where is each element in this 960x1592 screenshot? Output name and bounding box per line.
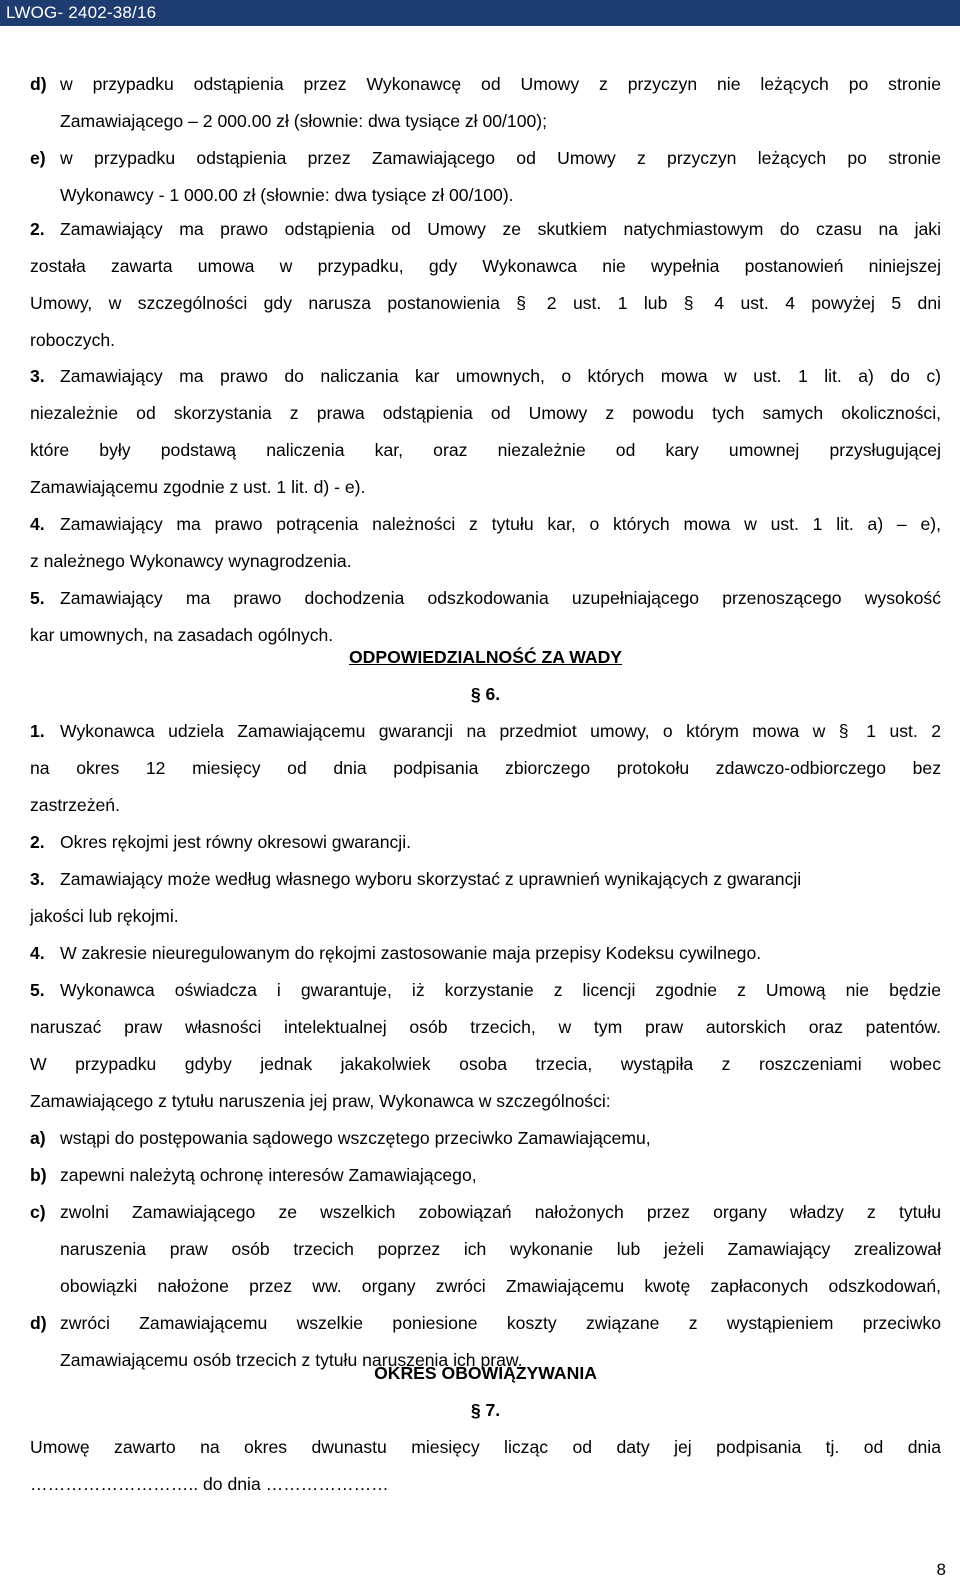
paragraph-number: 6. [485, 684, 501, 704]
text-line: w przypadku odstąpienia przez Zamawiającego od Umowy z przyczyn leżących po stronie [60, 148, 941, 168]
list-label: d) [30, 1313, 47, 1333]
text-line: które były podstawą naliczenia kar, oraz niezależnie od kary umownej przysługującej [30, 440, 941, 460]
text-line: Zamawiający może według własnego wyboru skorzystać z uprawnień wynikających z gwarancji [60, 869, 802, 889]
paragraph-sign: § [838, 721, 849, 741]
clause-item [30, 211, 941, 359]
text-line: niezależnie od skorzystania z prawa odstąpienia od Umowy z powodu tych samych okoliczności, [30, 403, 941, 423]
text-fragment: 1 ust. 2 [866, 721, 942, 741]
text-line: Zamawiającego z tytułu naruszenia jej praw, Wykonawca w szczególności: [30, 1091, 611, 1111]
clause-item [30, 358, 941, 506]
list-label: c) [30, 1202, 46, 1222]
clause-number: 1. [30, 721, 45, 741]
section-title: ODPOWIEDZIALNOŚĆ ZA WADY [348, 647, 623, 667]
text-line: W przypadku gdyby jednak jakakolwiek osoba trzecia, wystąpiła z roszczeniami wobec [30, 1054, 941, 1074]
text-fragment: Umowy, w szczególności gdy narusza postanowienia [30, 293, 500, 313]
text-line: Zamawiającemu osób trzecich z tytułu naruszenia ich praw. [60, 1350, 523, 1370]
text-fragment: 2 ust. 1 lub [546, 293, 668, 313]
section-title: OKRES OBOWIĄZYWANIA [374, 1363, 597, 1383]
text-line: Zamawiającemu zgodnie z ust. 1 lit. d) - e). [30, 477, 366, 497]
text-line: kar umownych, na zasadach ogólnych. [30, 625, 334, 645]
text-line: zapewni należytą ochronę interesów Zamawiającego, [60, 1165, 477, 1185]
section-6-heading [30, 639, 941, 713]
text-line: Zamawiający ma prawo potrącenia należności z tytułu kar, o których mowa w ust. 1 lit. a) – e), [60, 514, 941, 534]
paragraph-sign: § [470, 1400, 481, 1420]
text-line: W zakresie nieuregulowanym do rękojmi zastosowanie maja przepisy Kodeksu cywilnego. [60, 943, 762, 963]
text-line: naruszenia praw osób trzecich poprzez ich wykonanie lub jeżeli Zamawiający zrealizował [60, 1239, 941, 1259]
list-label: e) [30, 148, 46, 168]
text-line: na okres 12 miesięcy od dnia podpisania zbiorczego protokołu zdawczo-odbiorczego bez [30, 758, 941, 778]
text-line: obowiązki nałożone przez ww. organy zwróci Zmawiającemu kwotę zapłaconych odszkodowań, [60, 1276, 941, 1296]
text-line [30, 713, 941, 750]
text-line: zwolni Zamawiającego ze wszelkich zobowiązań nałożonych przez organy władzy z tytułu [60, 1202, 941, 1222]
clause-item [30, 972, 941, 1120]
text-fragment: Wykonawca udziela Zamawiającemu gwarancji na przedmiot umowy, o którym mowa w [60, 721, 826, 741]
text-line: zastrzeżeń. [30, 795, 120, 815]
penalty-list [30, 66, 941, 214]
list-item-d [30, 66, 941, 140]
document-id: LWOG- 2402-38/16 [6, 3, 157, 22]
clause-number: 2. [30, 219, 45, 239]
text-line: roboczych. [30, 330, 116, 350]
sub-item-a [30, 1120, 941, 1157]
text-line: zwróci Zamawiającemu wszelkie poniesione koszty związane z wystąpieniem przeciwko [60, 1313, 941, 1333]
clause-number: 3. [30, 366, 45, 386]
paragraph-number: 7. [485, 1400, 501, 1420]
list-label: b) [30, 1165, 47, 1185]
clause-item [30, 861, 941, 935]
text-line: w przypadku odstąpienia przez Wykonawcę od Umowy z przyczyn nie leżących po stronie [60, 74, 941, 94]
text-line: Zamawiający ma prawo odstąpienia od Umowy ze skutkiem natychmiastowym do czasu na jaki [60, 219, 941, 239]
text-fragment: 4 ust. 4 powyżej 5 dni [714, 293, 942, 313]
paragraph-sign: § [683, 293, 694, 313]
clause-2 [30, 211, 941, 359]
clause-item [30, 824, 941, 861]
sub-item-b [30, 1157, 941, 1194]
section-number [30, 676, 941, 713]
list-item-e [30, 140, 941, 214]
text-line: Zamawiający ma prawo do naliczania kar umownych, o których mowa w ust. 1 lit. a) do c) [60, 366, 941, 386]
text-line: została zawarta umowa w przypadku, gdy Wykonawca nie wypełnia postanowień niniejszej [30, 256, 941, 276]
text-line: wstąpi do postępowania sądowego wszczętego przeciwko Zamawiającemu, [60, 1128, 651, 1148]
section-7 [30, 1355, 941, 1503]
paragraph-sign: § [470, 684, 481, 704]
clause-item [30, 1429, 941, 1503]
text-line: z należnego Wykonawcy wynagrodzenia. [30, 551, 352, 571]
sub-item-c [30, 1194, 941, 1305]
page-number: 8 [936, 1560, 946, 1579]
text-line: jakości lub rękojmi. [30, 906, 179, 926]
list-label: d) [30, 74, 47, 94]
text-line: Wykonawca oświadcza i gwarantuje, iż korzystanie z licencji zgodnie z Umową nie będzie [60, 980, 941, 1000]
clauses-3-5 [30, 358, 941, 654]
text-line [30, 285, 941, 322]
text-line: Umowę zawarto na okres dwunastu miesięcy licząc od daty jej podpisania tj. od dnia [30, 1437, 941, 1457]
clause-item [30, 506, 941, 580]
text-line: naruszać praw własności intelektualnej osób trzecich, w tym praw autorskich oraz patentów. [30, 1017, 941, 1037]
clause-number: 2. [30, 832, 45, 852]
text-line: Wykonawcy - 1 000.00 zł (słownie: dwa tysiące zł 00/100). [60, 185, 514, 205]
page-header [0, 0, 960, 26]
text-line: Zamawiającego – 2 000.00 zł (słownie: dwa tysiące zł 00/100); [60, 111, 548, 131]
clause-number: 4. [30, 514, 45, 534]
text-line: Zamawiający ma prawo dochodzenia odszkodowania uzupełniającego przenoszącego wysokość [60, 588, 941, 608]
text-line: Okres rękojmi jest równy okresowi gwarancji. [60, 832, 411, 852]
clause-number: 5. [30, 980, 45, 1000]
section-6-body [30, 713, 941, 1379]
text-line: ……………………….. do dnia ………………… [30, 1474, 389, 1494]
clause-item [30, 935, 941, 972]
list-label: a) [30, 1128, 46, 1148]
paragraph-sign: § [516, 293, 527, 313]
clause-number: 3. [30, 869, 45, 889]
clause-number: 4. [30, 943, 45, 963]
clause-item [30, 713, 941, 824]
section-number [30, 1392, 941, 1429]
clause-number: 5. [30, 588, 45, 608]
